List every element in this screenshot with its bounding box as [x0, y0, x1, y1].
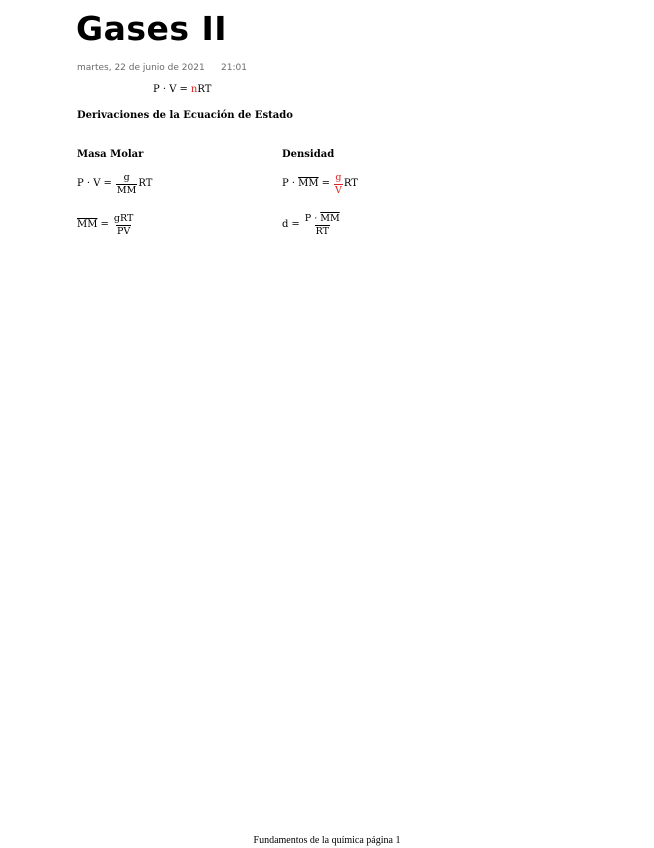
density-symbol: d: [282, 219, 289, 230]
ideal-gas-equation: [153, 85, 211, 95]
equals-sign: =: [179, 84, 188, 95]
numerator: g: [123, 172, 130, 183]
equation-lhs: P · V: [77, 178, 101, 189]
equation-lhs: P · V: [153, 84, 177, 95]
equals-sign: =: [321, 178, 330, 189]
equals-sign: =: [103, 178, 112, 189]
equals-sign: =: [100, 219, 109, 230]
rt-term: RT: [138, 178, 153, 189]
page-footer: Fundamentos de la química página 1: [253, 835, 401, 846]
numerator: g: [335, 172, 342, 183]
molar-mass-symbol: $\overline{MM}$: [298, 178, 319, 189]
masa-molar-equation-1: [77, 173, 152, 195]
rt-term: RT: [197, 84, 212, 95]
pressure-term: P ·: [282, 178, 296, 189]
rt-term: RT: [343, 178, 358, 189]
masa-molar-equation-2: [77, 214, 135, 236]
molar-mass-symbol: $\overline{MM}$: [320, 213, 340, 224]
fraction: [113, 214, 134, 236]
denominator: V: [334, 184, 342, 196]
fraction: [334, 173, 343, 195]
numerator: [304, 214, 341, 225]
denominator: RT: [315, 225, 329, 237]
densidad-equation-1: [282, 173, 358, 195]
denominator: PV: [116, 225, 131, 237]
fraction: [116, 173, 137, 195]
densidad-equation-2: [282, 214, 342, 236]
pressure-term: P ·: [304, 213, 318, 224]
denominator: MM: [116, 184, 137, 196]
densidad-heading: Densidad: [282, 149, 335, 160]
page-time: 21:01: [221, 63, 247, 73]
fraction: [304, 214, 341, 236]
molar-mass-symbol: $\overline{MM}$: [77, 219, 98, 230]
numerator: gRT: [113, 213, 134, 224]
moles-variable: n: [190, 84, 198, 95]
page-title: Gases II: [76, 9, 228, 48]
section-heading: Derivaciones de la Ecuación de Estado: [77, 110, 293, 121]
equals-sign: =: [291, 219, 300, 230]
masa-molar-heading: Masa Molar: [77, 149, 144, 160]
page-date: martes, 22 de junio de 2021: [77, 63, 205, 73]
